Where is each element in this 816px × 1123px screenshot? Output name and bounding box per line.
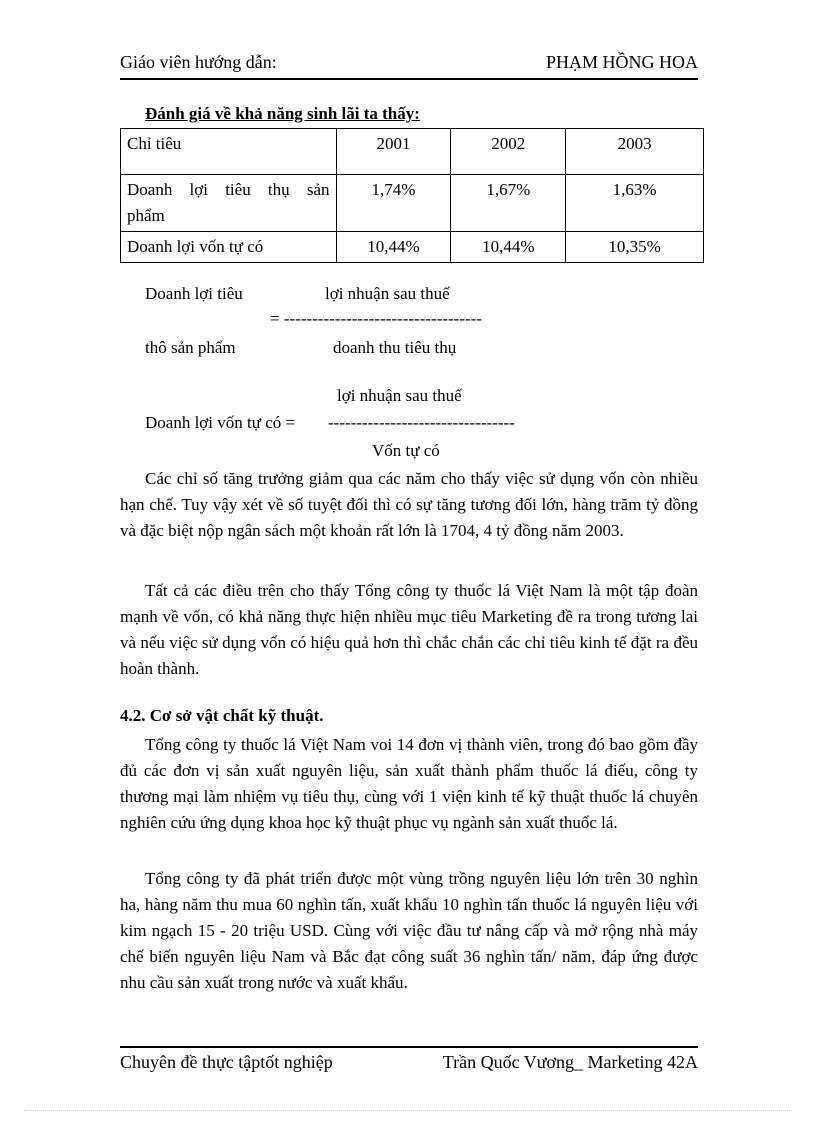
page-footer [120, 1046, 698, 1072]
formula1-numerator: lợi nhuận sau thuế [325, 284, 450, 303]
table-cell: 10,44% [451, 232, 566, 263]
section-heading: Đánh giá về khả năng sinh lãi ta thấy: [145, 104, 420, 123]
table-cell: 1,74% [336, 175, 451, 232]
footer-right: Trần Quốc Vương_ Marketing 42A [442, 1052, 698, 1072]
footer-left: Chuyên đề thực tậptốt nghiệp [120, 1052, 333, 1072]
formula1-fraction-line: = ----------------------------------- [270, 309, 482, 328]
formula1-label-bottom: thô sản phẩm [145, 338, 236, 357]
section-title: 4.2. Cơ sở vật chất kỹ thuật. [120, 706, 324, 725]
page-header [120, 52, 698, 80]
paragraph: Các chỉ số tăng trưởng giảm qua các năm cho thấy việc sử dụng vốn còn nhiều hạn chế. Tuy vậy xét về số tuyệt đối thì có sự tăng tương đối lớn, hàng trăm tỷ đồng và đặc biệt nộp ngân sách một khoản rất lớn là 1704, 4 tỷ đồng năm 2003. [120, 469, 698, 540]
table-cell: 10,44% [336, 232, 451, 263]
formula2-numerator: lợi nhuận sau thuế [337, 386, 462, 405]
table-row [121, 175, 704, 232]
formula2-label: Doanh lợi vốn tự có = [145, 413, 296, 432]
table-row [121, 232, 704, 263]
table-cell: 10,35% [566, 232, 704, 263]
table-header-row [121, 129, 704, 175]
profitability-table [120, 128, 704, 263]
formula1-denominator: doanh thu tiêu thụ [333, 338, 457, 357]
table-cell: 1,63% [566, 175, 704, 232]
table-cell: 1,67% [451, 175, 566, 232]
table-header-cell: Chỉ tiêu [121, 129, 337, 175]
header-left: Giáo viên hướng dẫn: [120, 52, 277, 72]
header-right: PHẠM HỒNG HOA [545, 52, 698, 72]
table-cell: Doanh lợi tiêu thụ sản phẩm [121, 175, 337, 232]
table-header-cell: 2003 [566, 129, 704, 175]
paragraph: Tổng công ty thuốc lá Việt Nam voi 14 đơn vị thành viên, trong đó bao gồm đầy đủ các đơn vị sản xuất nguyên liệu, sản xuất thành phẩm thuốc lá điếu, công ty thương mại làm nhiệm vụ tiêu thụ, cùng với 1 viện kinh tế kỹ thuật thuốc lá chuyên nghiên cứu ứng dụng khoa học kỹ thuật phục vụ ngành sản xuất thuốc lá. [120, 735, 698, 832]
formula1-label-top: Doanh lợi tiêu [145, 284, 243, 303]
paragraph: Tổng công ty đã phát triển được một vùng trồng nguyên liệu lớn trên 30 nghìn ha, hàng năm thu mua 60 nghìn tấn, xuất khẩu 10 nghìn tấn thuốc lá nguyên liệu với kim ngạch 15 - 20 triệu USD. Cùng với việc đầu tư nâng cấp và mở rộng nhà máy chế biến nguyên liệu Nam và Bắc đạt công suất 36 nghìn tấn/ năm, đáp ứng được nhu cầu sản xuất trong nước và xuất khẩu. [120, 869, 698, 992]
table-header-cell: 2001 [336, 129, 451, 175]
formula2-fraction-line: --------------------------------- [328, 413, 515, 432]
paragraph: Tất cả các điều trên cho thấy Tổng công ty thuốc lá Việt Nam là một tập đoàn mạnh về vốn, có khả năng thực hiện nhiều mục tiêu Marketing đề ra trong tương lai và nếu việc sử dụng vốn có hiệu quả hơn thì chắc chắn các chỉ tiêu kinh tế đặt ra đều hoàn thành. [120, 581, 698, 678]
table-cell: Doanh lợi vốn tự có [121, 232, 337, 263]
formula2-denominator: Vốn tự có [372, 441, 440, 460]
table-header-cell: 2002 [451, 129, 566, 175]
page-bottom-divider [24, 1110, 792, 1111]
